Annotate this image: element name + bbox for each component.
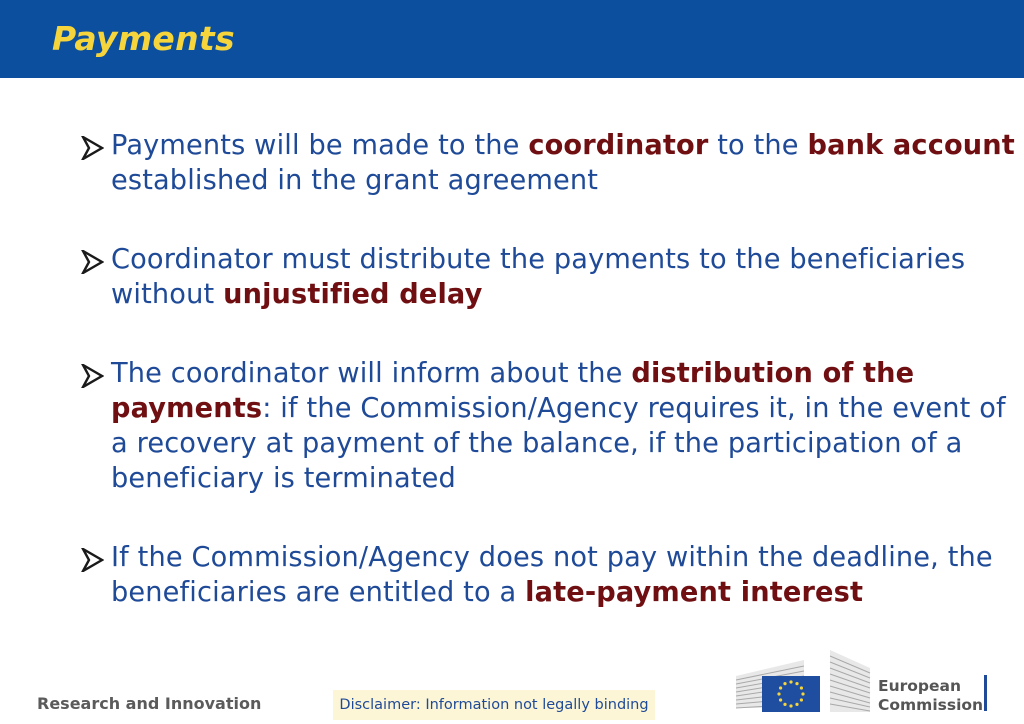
disclaimer-badge: Disclaimer: Information not legally binding [333,690,655,720]
body-text: The coordinator will inform about the [111,358,632,389]
body-text: Coordinator must distribute the payments to the beneficiaries without [111,244,966,310]
bullet-text-1 [111,128,1021,198]
bullet-item-2 [78,242,1021,312]
bullet-text-3 [111,356,1021,496]
slide-title: Payments [52,19,235,58]
slide-header [0,0,1024,78]
footer-research-label: Research and Innovation [37,694,262,713]
emphasis-text: unjustified delay [223,279,483,310]
logo-wordmark [878,677,983,715]
emphasis-text: coordinator [528,130,709,161]
logo-line-european: European [878,677,962,695]
building-right-icon [830,650,870,712]
body-text: established in the grant agreement [111,165,599,196]
bullet-item-3 [78,356,1021,496]
arrow-bullet-icon [80,136,104,160]
bullet-item-1 [78,128,1021,198]
logo-line-commission: Commission [878,696,984,714]
emphasis-text: late-payment interest [525,577,864,608]
body-text: Payments will be made to the [111,130,529,161]
emphasis-text: distribution of the payments [111,358,915,424]
logo-divider [984,675,987,711]
bullet-text-4 [111,540,1021,610]
body-text: : if the Commission/Agency requires it, in the event of a recovery at payment of the balance, if the participation of a beneficiary is terminated [111,393,1006,494]
body-text: If the Commission/Agency does not pay within the deadline, the beneficiaries are entitled to a [111,542,993,608]
body-text: to the [708,130,808,161]
bullet-item-4 [78,540,1021,610]
arrow-bullet-icon [80,364,104,388]
arrow-bullet-icon [80,250,104,274]
bullet-text-2 [111,242,1021,312]
emphasis-text: bank account [807,130,1015,161]
arrow-bullet-icon [80,548,104,572]
